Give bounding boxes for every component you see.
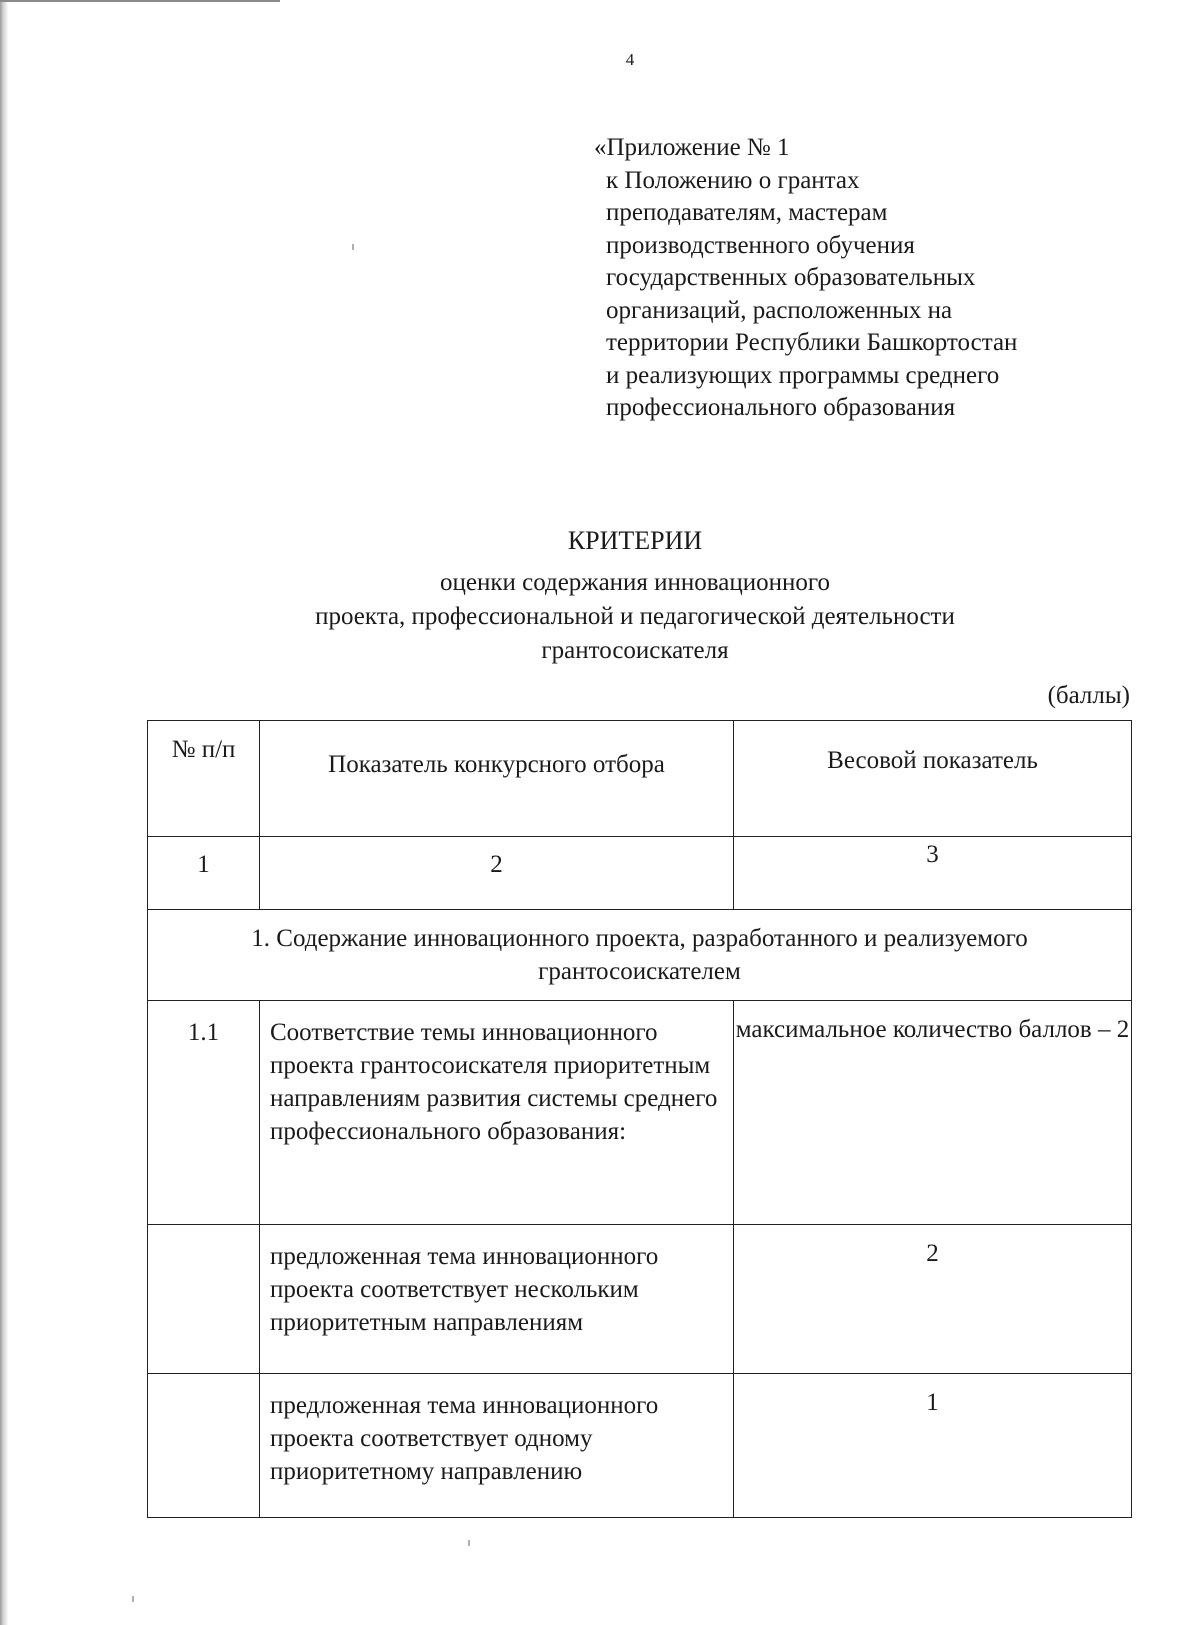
row-weight: 1 — [734, 1374, 1132, 1518]
row-num — [148, 1225, 260, 1374]
annex-line: производственного обучения — [606, 231, 915, 259]
scan-left-edge — [0, 0, 8, 1625]
annex-line: территории Республики Башкортостан — [606, 329, 1018, 356]
row-indicator: предложенная тема инновационного проекта соответствует одному приоритетному направлению — [260, 1374, 734, 1518]
table-row — [148, 1001, 1132, 1225]
row-indicator: предложенная тема инновационного проекта соответствует нескольким приоритетным направлениям — [260, 1225, 734, 1374]
annex-title: «Приложение № 1 — [594, 134, 790, 161]
header-weight: Весовой показатель — [734, 721, 1132, 837]
row-weight: 2 — [734, 1225, 1132, 1374]
annex-block — [594, 132, 1018, 425]
annex-line: преподавателям, мастерам — [606, 199, 888, 226]
column-number-row — [148, 837, 1132, 910]
annex-line: к Положению о грантах — [606, 166, 860, 194]
row-num: 1.1 — [148, 1001, 260, 1225]
units-label: (баллы) — [1047, 682, 1130, 709]
scan-top-line — [0, 0, 280, 2]
header-indicator: Показатель конкурсного отбора — [260, 721, 734, 837]
annex-line: и реализующих программы среднего — [606, 361, 1000, 389]
annex-line: государственных образовательных — [606, 264, 976, 291]
document-subtitle-line: проекта, профессиональной и педагогической деятельности — [315, 603, 955, 630]
document-title: КРИТЕРИИ — [567, 526, 703, 555]
table-row — [148, 1225, 1132, 1374]
table-row — [148, 1374, 1132, 1518]
document-subtitle-line: грантосоискателя — [541, 637, 729, 664]
scan-speck — [468, 1540, 470, 1546]
table-header-row — [148, 721, 1132, 837]
column-number: 1 — [148, 837, 260, 910]
criteria-table — [147, 720, 1132, 1518]
annex-line: организаций, расположенных на — [606, 296, 953, 324]
row-indicator: Соответствие темы инновационного проекта грантосоискателя приоритетным направлениям развития системы среднего профессионального образования: — [260, 1001, 734, 1225]
column-number: 2 — [260, 837, 734, 910]
scan-speck — [352, 244, 354, 250]
row-weight: максимальное количество баллов – 2 — [734, 1001, 1132, 1225]
section-title: 1. Содержание инновационного проекта, разработанного и реализуемого грантосоискателем — [148, 910, 1132, 1001]
scan-speck — [132, 1596, 134, 1602]
row-num — [148, 1374, 260, 1518]
annex-line: профессионального образования — [606, 394, 956, 421]
column-number: 3 — [734, 837, 1132, 910]
section-row — [148, 910, 1132, 1001]
document-subtitle-line: оценки содержания инновационного — [439, 569, 831, 596]
header-num: № п/п — [148, 721, 260, 837]
page-number: 4 — [625, 50, 635, 69]
